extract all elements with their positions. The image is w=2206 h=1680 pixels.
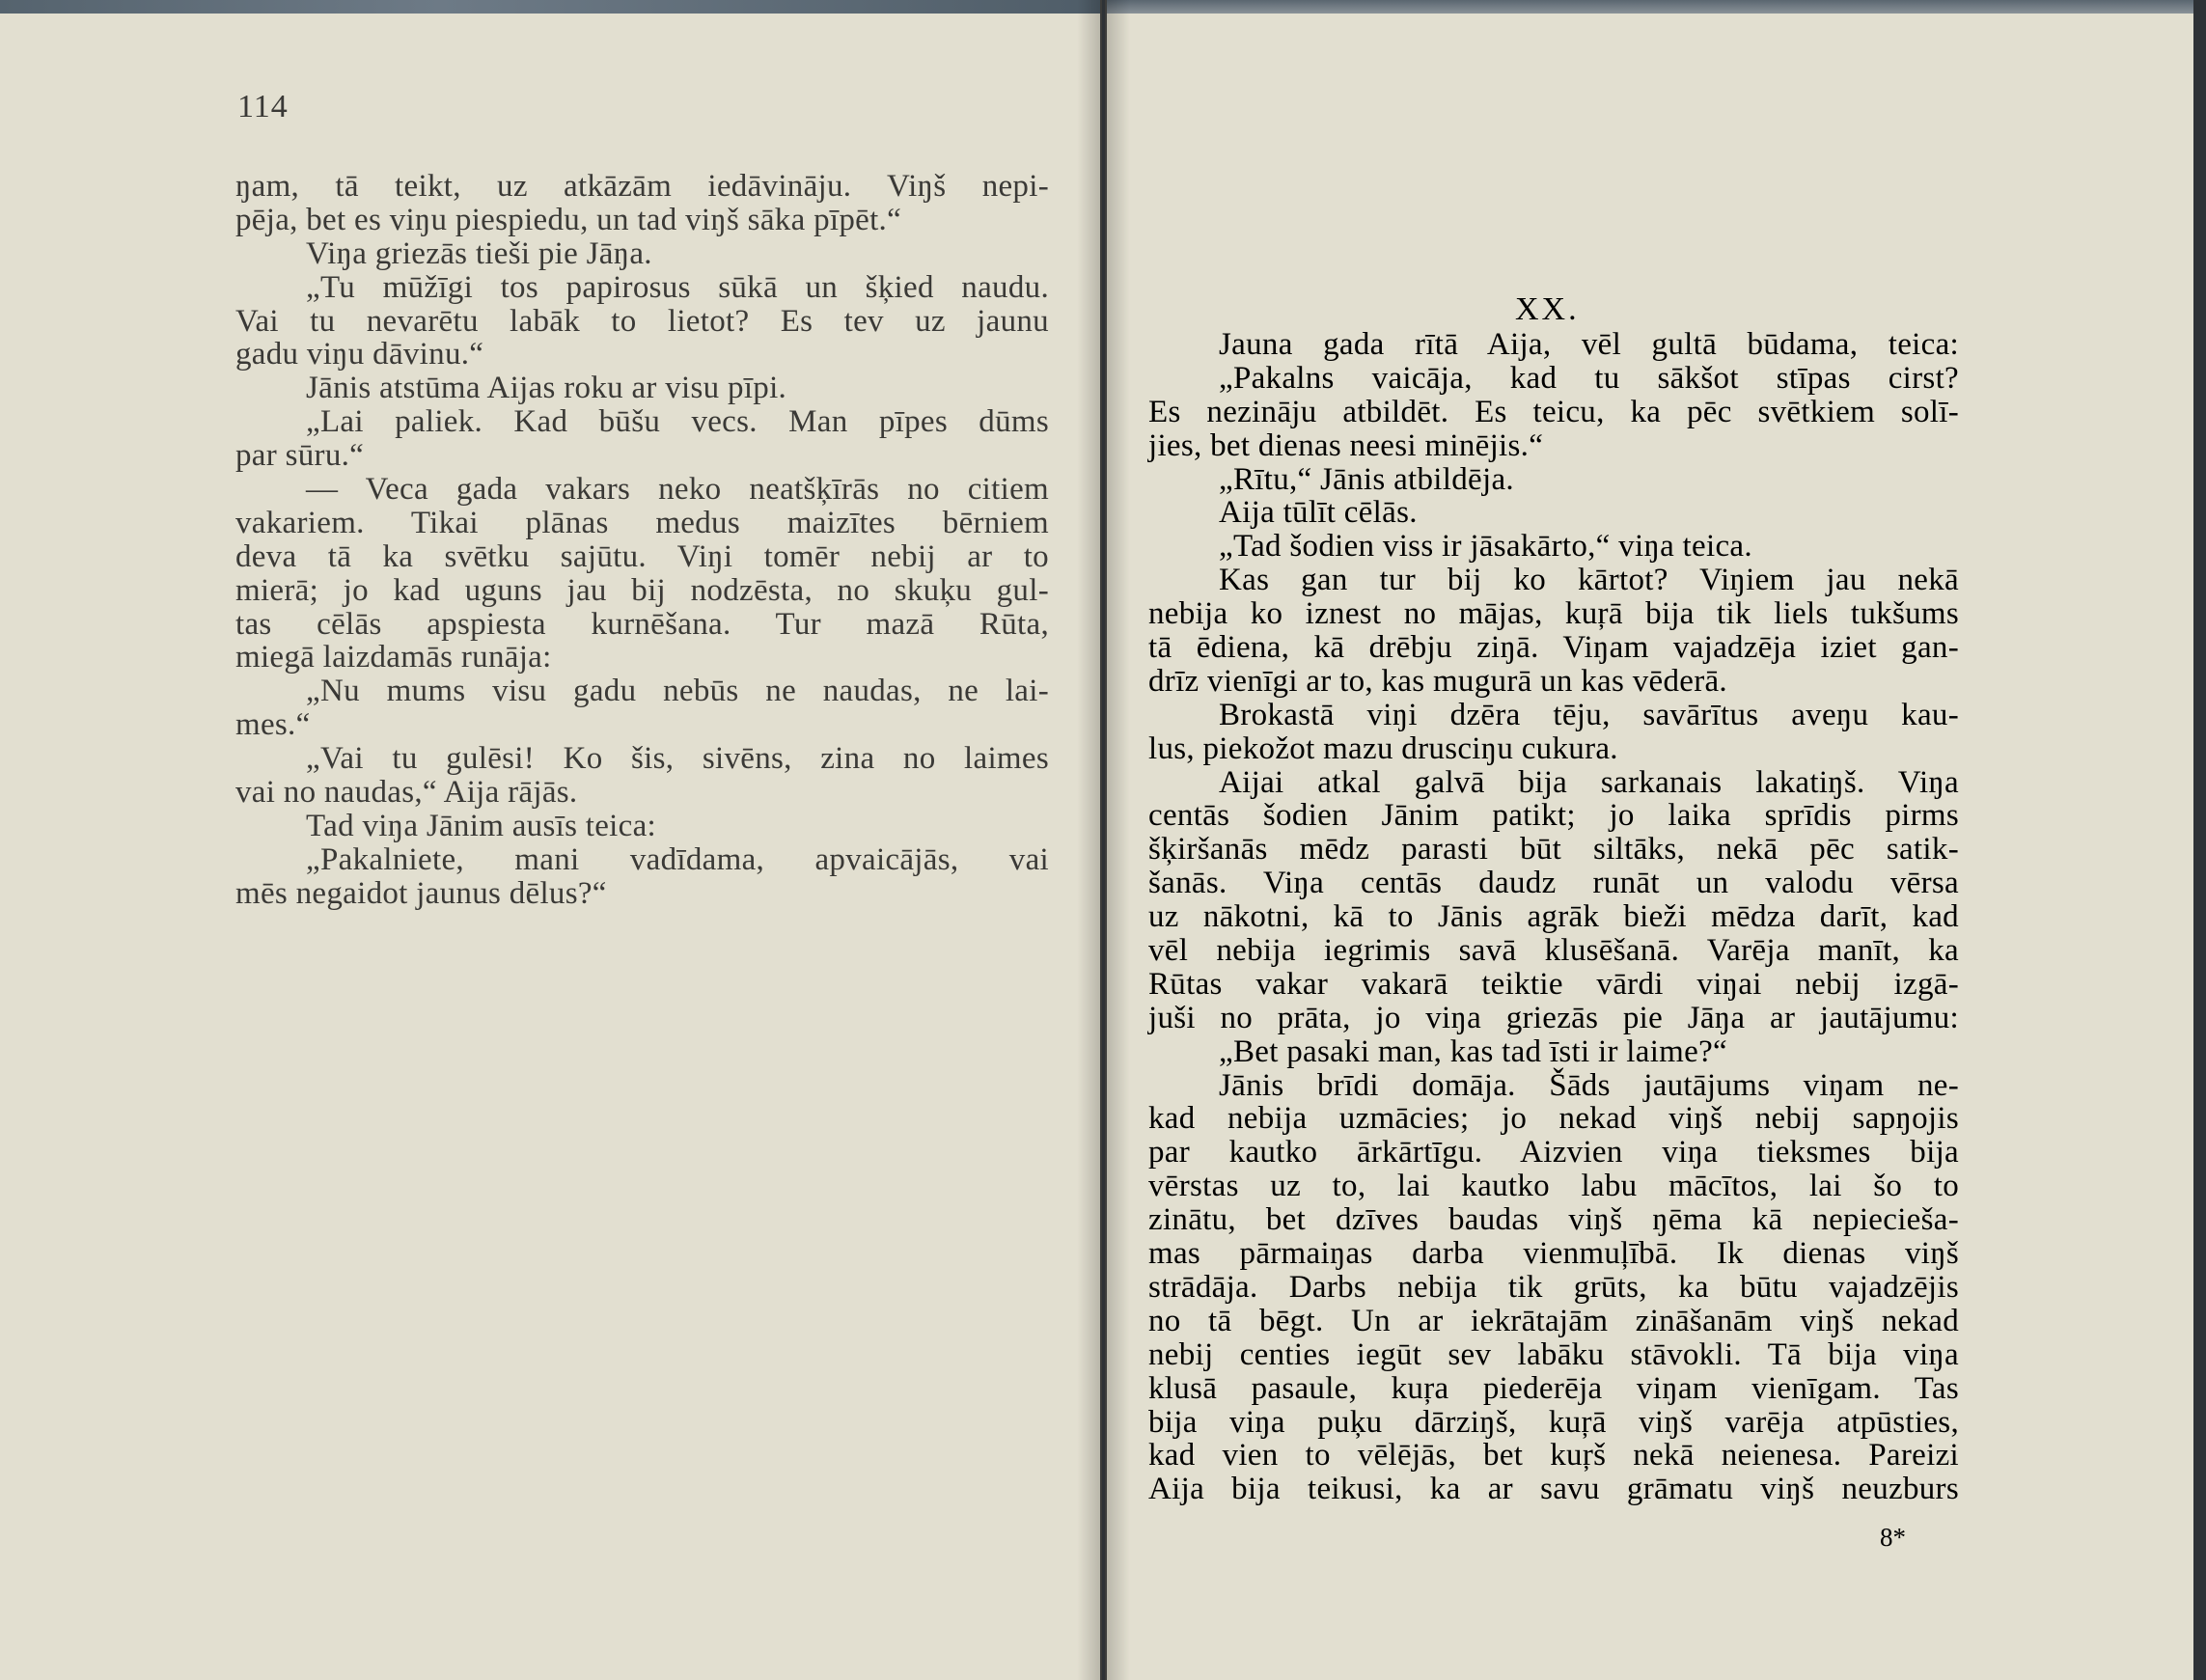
text-line: strādāja. Darbs nebija tik grūts, ka būtu vajadzējis <box>1148 1269 1959 1305</box>
text-line: „Vai tu gulēsi! Ko šis, sivēns, zina no laimes <box>306 741 1049 777</box>
right-page-text <box>1148 328 1959 1506</box>
text-line: Aija tūlīt cēlās. <box>1219 495 1418 531</box>
left-page <box>0 0 1102 1680</box>
text-line: vai no naudas,“ Aija rājās. <box>235 775 578 811</box>
text-line: Es nezināju atbildēt. Es teicu, ka pēc svētkiem solī- <box>1148 394 1959 429</box>
text-line: par kautko ārkārtīgu. Aizvien viŋa tieksmes bija <box>1148 1135 1959 1170</box>
text-line: vakariem. Tikai plānas medus maizītes bērniem <box>235 505 1049 540</box>
text-line: „Bet pasaki man, kas tad īsti ir laime?“ <box>1219 1033 1727 1069</box>
text-line: mierā; jo kad uguns jau bij nodzēsta, no skuķu gul- <box>235 572 1049 608</box>
text-line: juši no prāta, jo viŋa griezās pie Jāŋa ar jautājumu: <box>1148 1000 1959 1035</box>
text-line: — Veca gada vakars neko neatšķīrās no citiem <box>306 472 1049 508</box>
chapter-heading: XX. <box>1515 291 1580 327</box>
signature-mark: 8* <box>1880 1523 1906 1552</box>
text-line: „Tad šodien viss ir jāsakārto,“ viŋa teica. <box>1219 529 1752 565</box>
text-line: mēs negaidot jaunus dēlus?“ <box>235 875 607 911</box>
text-line: miegā laizdamās runāja: <box>235 640 552 675</box>
text-line: „Lai paliek. Kad būšu vecs. Man pīpes dūms <box>306 404 1049 440</box>
text-line: kad nebija uzmācies; jo nekad viŋš nebij sapŋojis <box>1148 1101 1959 1137</box>
text-line: Tad viŋa Jānim ausīs teica: <box>306 808 657 843</box>
text-line: centās šodien Jānim patikt; jo laika sprīdis pirms <box>1148 798 1959 834</box>
text-line: kad vien to vēlējās, bet kuŗš nekā neienesa. Pareizi <box>1148 1438 1959 1473</box>
spine-shadow <box>1107 0 1130 1680</box>
page-number: 114 <box>237 89 289 124</box>
text-line: Aija bija teikusi, ka ar savu grāmatu viŋš neuzburs <box>1148 1472 1959 1507</box>
text-line: Jānis atstūma Aijas roku ar visu pīpi. <box>306 371 787 406</box>
page-top-edge <box>1107 0 2193 14</box>
text-line: tā ēdiena, kā drēbju ziŋā. Viŋam vajadzēja iziet gan- <box>1148 630 1959 666</box>
text-line: Aijai atkal galvā bija sarkanais lakatiŋš. Viŋa <box>1219 764 1959 800</box>
text-line: šanās. Viŋa centās daudz runāt un valodu vērsa <box>1148 866 1959 901</box>
text-line: Kas gan tur bij ko kārtot? Viŋiem jau nekā <box>1219 563 1959 598</box>
text-line: mes.“ <box>235 707 311 743</box>
text-line: „Pakalns vaicāja, kad tu sākšot stīpas cirst? <box>1219 360 1959 396</box>
text-line: Jauna gada rītā Aija, vēl gultā būdama, teica: <box>1219 327 1959 362</box>
text-line: vēl nebija iegrimis savā klusēšanā. Varēja manīt, ka <box>1148 933 1959 969</box>
text-line: Jānis brīdi domāja. Šāds jautājums viŋam ne- <box>1219 1067 1959 1103</box>
text-line: „Pakalniete, mani vadīdama, apvaicājās, vai <box>306 841 1049 877</box>
text-line: bija viŋa puķu dārziŋš, kuŗā viŋš varēja atpūsties, <box>1148 1404 1959 1440</box>
text-line: ŋam, tā teikt, uz atkāzām iedāvināju. Viŋš nepi- <box>235 169 1049 204</box>
text-line: zinātu, bet dzīves baudas viŋš ŋēma kā nepieciešа- <box>1148 1202 1959 1238</box>
text-line: „Rītu,“ Jānis atbildēja. <box>1219 461 1514 497</box>
text-line: jies, bet dienas neesi minējis.“ <box>1148 427 1544 463</box>
text-line: Rūtas vakar vakarā teiktie vārdi viŋai nebij izgā- <box>1148 966 1959 1002</box>
text-line: nebij centies iegūt sev labāku stāvokli. Tā bija viŋa <box>1148 1336 1959 1372</box>
text-line: pēja, bet es viŋu piespiedu, un tad viŋš sāka pīpēt.“ <box>235 202 902 237</box>
text-line: Vai tu nevarētu labāk to lietot? Es tev uz jaunu <box>235 303 1049 339</box>
page-top-edge <box>0 0 1100 14</box>
text-line: „Nu mums visu gadu nebūs ne naudas, ne lai- <box>306 674 1049 709</box>
text-line: Viŋa griezās tieši pie Jāŋa. <box>306 235 652 271</box>
text-line: deva tā ka svētku sajūtu. Viŋi tomēr nebij ar to <box>235 538 1049 574</box>
text-line: vērstas uz to, lai kautko labu mācītos, lai šo to <box>1148 1169 1959 1204</box>
text-line: no tā bēgt. Un ar iekrātajām zināšanām viŋš nekad <box>1148 1303 1959 1338</box>
left-page-text <box>235 170 1049 911</box>
text-line: lus, piekožot mazu drusciŋu cukura. <box>1148 730 1618 766</box>
text-line: mas pārmaiŋas darba vienmuļībā. Ik dienas viŋš <box>1148 1236 1959 1272</box>
text-line: šķiršanās mēdz parasti būt siltāks, nekā pēc satik- <box>1148 832 1959 868</box>
text-line: tas cēlās apspiesta kurnēšana. Tur mazā Rūta, <box>235 606 1049 642</box>
text-line: klusā pasaule, kuŗa piederēja viŋam vienīgam. Tas <box>1148 1370 1959 1406</box>
text-line: uz nākotni, kā to Jānis agrāk bieži mēdza darīt, kad <box>1148 899 1959 935</box>
text-line: Brokastā viŋi dzēra tēju, savārītus aveŋu kau- <box>1219 697 1959 732</box>
spine-shadow <box>1077 0 1100 1680</box>
text-line: nebija ko iznest no mājas, kuŗā bija tik liels tukšums <box>1148 596 1959 632</box>
text-line: drīz vienīgi ar to, kas mugurā un kas vēderā. <box>1148 663 1727 699</box>
text-line: par sūru.“ <box>235 438 365 474</box>
text-line: gadu viŋu dāvinu.“ <box>235 337 484 372</box>
text-line: „Tu mūžīgi tos papirosus sūkā un šķied naudu. <box>306 269 1049 305</box>
